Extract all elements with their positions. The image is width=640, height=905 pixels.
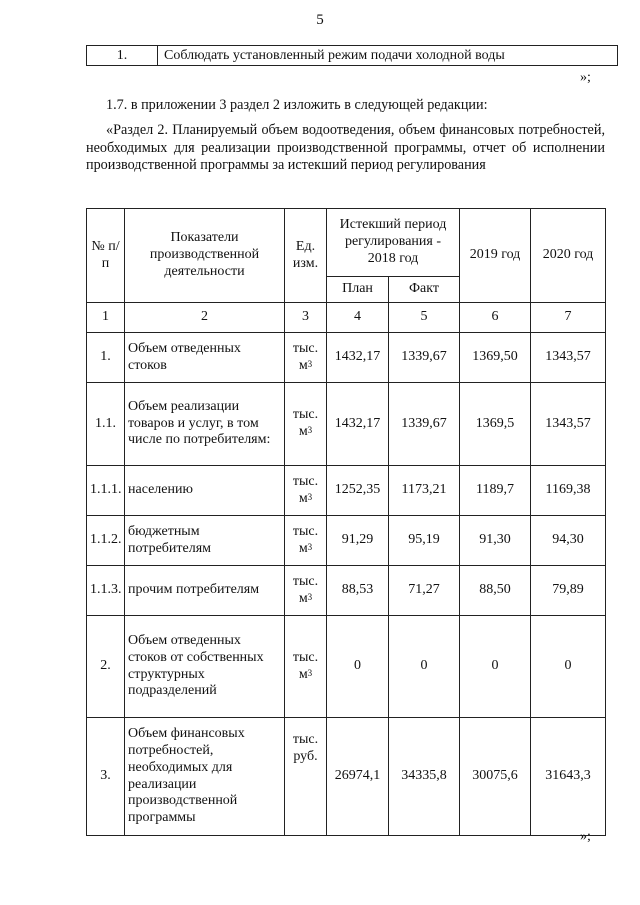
row-unit: тыс. $м^3$ <box>285 516 327 566</box>
row-unit: тыс. $м^3$ <box>285 566 327 616</box>
row-2019: 1189,7 <box>460 466 531 516</box>
row-2020: 1343,57 <box>531 333 606 383</box>
row-number: 1. <box>87 46 158 66</box>
header-2020: 2020 год <box>531 209 606 303</box>
row-label: Объем реализации товаров и услуг, в том числе по потребителям: <box>125 383 285 466</box>
row-num: 1.1.1. <box>87 466 125 516</box>
row-2019: 1369,5 <box>460 383 531 466</box>
row-fact: 1339,67 <box>389 383 460 466</box>
section-intro: «Раздел 2. Планируемый объем водоотведения, объем финансовых потребностей, необходимых для реализации производственной программы, отчет об исполнении производственной программы за истекший период регулирования <box>86 122 605 173</box>
row-fact: 0 <box>389 616 460 718</box>
header-row <box>87 209 606 277</box>
row-2019: 88,50 <box>460 566 531 616</box>
col-number: 2 <box>125 303 285 333</box>
header-period: Истекший период регулирования - 2018 год <box>327 209 460 277</box>
closing-quote: »; <box>580 829 591 844</box>
row-num: 1.1.2. <box>87 516 125 566</box>
row-plan: 0 <box>327 616 389 718</box>
table-row <box>87 566 606 616</box>
row-num: 1.1. <box>87 383 125 466</box>
row-plan: 91,29 <box>327 516 389 566</box>
col-number: 7 <box>531 303 606 333</box>
row-num: 1.1.3. <box>87 566 125 616</box>
col-number: 3 <box>285 303 327 333</box>
row-label: Объем отведенных стоков от собственных структурных подразделений <box>125 616 285 718</box>
row-fact: 1173,21 <box>389 466 460 516</box>
row-unit: тыс. $м^3$ <box>285 333 327 383</box>
col-number: 5 <box>389 303 460 333</box>
row-num: 1. <box>87 333 125 383</box>
closing-quote: »; <box>580 70 591 85</box>
row-2020: 1169,38 <box>531 466 606 516</box>
row-2020: 94,30 <box>531 516 606 566</box>
row-2019: 0 <box>460 616 531 718</box>
row-2019: 1369,50 <box>460 333 531 383</box>
row-fact: 1339,67 <box>389 333 460 383</box>
header-2019: 2019 год <box>460 209 531 303</box>
row-num: 3. <box>87 718 125 836</box>
row-2020: 31643,3 <box>531 718 606 836</box>
row-2020: 1343,57 <box>531 383 606 466</box>
row-plan: 1432,17 <box>327 333 389 383</box>
col-number: 4 <box>327 303 389 333</box>
table-row <box>87 46 618 66</box>
instruction-text: 1.7. в приложении 3 раздел 2 изложить в следующей редакции: <box>106 97 488 113</box>
header-unit: Ед. изм. <box>285 209 327 303</box>
row-fact: 95,19 <box>389 516 460 566</box>
row-num: 2. <box>87 616 125 718</box>
table-row <box>87 516 606 566</box>
row-plan: 1432,17 <box>327 383 389 466</box>
row-fact: 71,27 <box>389 566 460 616</box>
row-unit: тыс. $м^3$ <box>285 383 327 466</box>
row-unit: тыс. $м^3$ <box>285 616 327 718</box>
row-unit: тыс. руб. <box>285 718 327 836</box>
header-plan: План <box>327 277 389 303</box>
row-label: прочим потребителям <box>125 566 285 616</box>
row-plan: 88,53 <box>327 566 389 616</box>
header-fact: Факт <box>389 277 460 303</box>
row-2020: 79,89 <box>531 566 606 616</box>
header-indicator: Показатели производственной деятельности <box>125 209 285 303</box>
col-number: 6 <box>460 303 531 333</box>
row-label: Объем финансовых потребностей, необходимых для реализации производственной программы <box>125 718 285 836</box>
row-fact: 34335,8 <box>389 718 460 836</box>
table-row <box>87 466 606 516</box>
row-text: Соблюдать установленный режим подачи холодной воды <box>158 46 618 66</box>
top-table <box>86 45 618 66</box>
data-table <box>86 208 606 836</box>
row-plan: 1252,35 <box>327 466 389 516</box>
row-2019: 30075,6 <box>460 718 531 836</box>
header-num: № п/п <box>87 209 125 303</box>
row-label: Объем отведенных стоков <box>125 333 285 383</box>
row-plan: 26974,1 <box>327 718 389 836</box>
table-row <box>87 383 606 466</box>
table-row <box>87 616 606 718</box>
row-label: бюджетным потребителям <box>125 516 285 566</box>
col-number: 1 <box>87 303 125 333</box>
row-unit: тыс. $м^3$ <box>285 466 327 516</box>
row-2019: 91,30 <box>460 516 531 566</box>
page-number: 5 <box>316 12 324 28</box>
row-2020: 0 <box>531 616 606 718</box>
table-row <box>87 333 606 383</box>
column-number-row <box>87 303 606 333</box>
row-label: населению <box>125 466 285 516</box>
table-row <box>87 718 606 836</box>
